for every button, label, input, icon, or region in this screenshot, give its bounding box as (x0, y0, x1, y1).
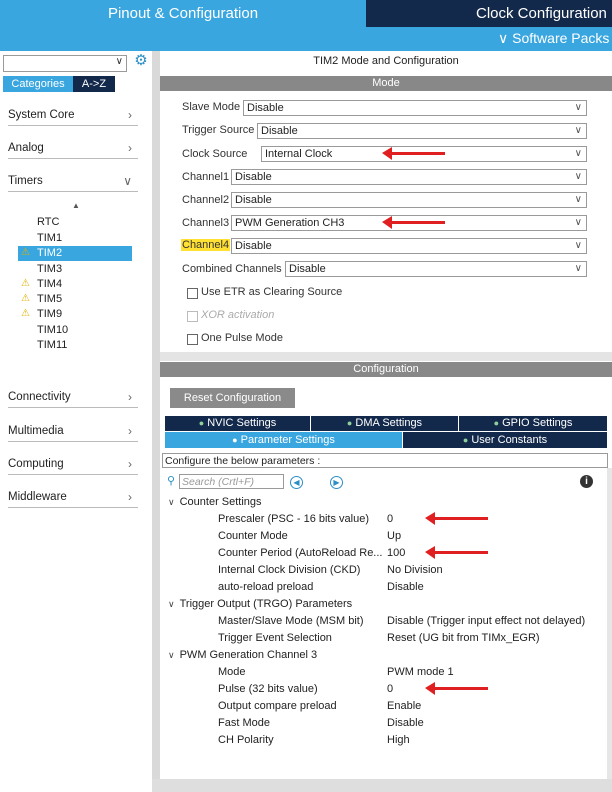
channel4-select[interactable] (231, 238, 587, 254)
category-search-input[interactable] (3, 55, 127, 72)
warning-icon: ⚠ (21, 278, 30, 289)
sort-icon[interactable]: ▲ (72, 201, 80, 210)
chevron-down-icon: ∨ (574, 194, 582, 205)
chevron-down-icon: ∨ (123, 174, 132, 188)
channel4-value: Disable (235, 240, 272, 252)
reset-configuration-button[interactable]: Reset Configuration (170, 388, 295, 408)
chevron-down-icon: ∨ (574, 125, 582, 136)
category-multimedia[interactable] (8, 421, 138, 442)
software-packs-label: Software Packs (512, 30, 610, 46)
tab-gpio-settings[interactable] (459, 416, 607, 431)
configure-hint: Configure the below parameters : (162, 453, 608, 468)
chevron-down-icon: ∨ (498, 30, 509, 46)
slave-mode-value: Disable (247, 102, 284, 114)
tab-user-constants[interactable] (403, 432, 607, 448)
channel3-label: Channel3 (182, 217, 230, 229)
chevron-down-icon: ∨ (574, 102, 582, 113)
warning-icon: ⚠ (21, 308, 30, 319)
tab-pinout-configuration[interactable] (0, 0, 366, 27)
warning-icon: ⚠ (21, 293, 30, 304)
combined-channels-select[interactable] (285, 261, 587, 277)
param-value[interactable]: Disable (387, 717, 424, 729)
timer-item-tim10[interactable]: TIM10 (37, 324, 69, 336)
parameters-scrollbar[interactable] (607, 468, 612, 779)
slave-mode-label: Slave Mode (182, 101, 241, 113)
configuration-section-header: Configuration (160, 362, 612, 377)
param-value[interactable]: Reset (UG bit from TIMx_EGR) (387, 632, 540, 644)
category-label: Timers (8, 175, 43, 187)
param-value[interactable]: 0 (387, 683, 394, 695)
category-connectivity[interactable] (8, 387, 138, 408)
chevron-down-icon: ∨ (168, 497, 175, 507)
check-circle-icon: ● (493, 418, 500, 428)
one-pulse-label: One Pulse Mode (201, 332, 283, 344)
check-circle-icon: ● (232, 435, 238, 445)
category-computing[interactable] (8, 454, 138, 475)
group-label: Counter Settings (179, 496, 262, 508)
param-name: Pulse (32 bits value) (218, 683, 318, 695)
channel3-value: PWM Generation CH3 (235, 217, 345, 229)
group-label: Trigger Output (TRGO) Parameters (179, 598, 353, 610)
left-pane (0, 51, 153, 779)
tab-a-z-label: A->Z (81, 78, 107, 90)
parameter-search-input[interactable]: Search (Crtl+F) (179, 474, 284, 489)
param-value[interactable]: Enable (387, 700, 422, 712)
selected-timer-highlight (18, 246, 132, 261)
warning-icon: ⚠ (21, 247, 30, 258)
timer-item-tim5[interactable]: TIM5 (37, 293, 63, 305)
tab-categories[interactable] (3, 76, 73, 92)
tab-label: User Constants (471, 434, 548, 446)
param-name: Internal Clock Division (CKD) (218, 564, 361, 576)
info-icon[interactable]: i (580, 475, 593, 488)
tab-label: GPIO Settings (502, 417, 573, 429)
param-name: Prescaler (PSC - 16 bits value) (218, 513, 369, 525)
annotation-arrow-icon (390, 152, 445, 155)
chevron-right-icon: › (128, 390, 132, 404)
param-value[interactable]: 100 (387, 547, 406, 559)
annotation-arrow-icon (433, 687, 488, 690)
annotation-arrow-icon (433, 551, 488, 554)
check-circle-icon: ● (346, 418, 353, 428)
param-name: Trigger Event Selection (218, 632, 332, 644)
left-pane-scrollbar[interactable] (152, 51, 160, 779)
category-label: Middleware (8, 491, 67, 503)
check-circle-icon: ● (198, 418, 205, 428)
param-name: Counter Period (AutoReload Re... (218, 547, 383, 559)
chevron-right-icon: › (128, 457, 132, 471)
category-label: Computing (8, 458, 64, 470)
use-etr-label: Use ETR as Clearing Source (201, 286, 343, 298)
chevron-down-icon[interactable]: ∨ (115, 56, 123, 67)
param-name: Mode (218, 666, 246, 678)
gear-icon[interactable]: ⚙ (134, 52, 148, 69)
param-name: CH Polarity (218, 734, 274, 746)
chevron-right-icon: › (128, 424, 132, 438)
param-value[interactable]: Disable (Trigger input effect not delayed) (387, 615, 586, 627)
category-middleware[interactable] (8, 487, 138, 508)
param-value[interactable]: PWM mode 1 (387, 666, 454, 678)
panel-title: TIM2 Mode and Configuration (313, 55, 459, 67)
tab-nvic-settings[interactable] (165, 416, 310, 431)
tab-pinout-label: Pinout & Configuration (107, 5, 259, 22)
timer-item-tim4[interactable]: TIM4 (37, 278, 63, 290)
chevron-right-icon: › (128, 108, 132, 122)
timer-item-tim1[interactable]: TIM1 (37, 232, 63, 244)
tab-a-z[interactable] (73, 76, 115, 92)
trigger-source-label: Trigger Source (182, 124, 255, 136)
param-name: auto-reload preload (218, 581, 314, 593)
channel2-label: Channel2 (182, 194, 230, 206)
param-name: Fast Mode (218, 717, 270, 729)
sub-header-bar (0, 27, 612, 51)
channel2-value: Disable (235, 194, 272, 206)
channel1-label: Channel1 (182, 171, 230, 183)
group-label: PWM Generation Channel 3 (179, 649, 318, 661)
search-icon: ⚲ (167, 475, 176, 487)
annotation-arrow-icon (390, 221, 445, 224)
combined-channels-value: Disable (289, 263, 326, 275)
chevron-down-icon: ∨ (574, 240, 582, 251)
chevron-right-icon: › (128, 490, 132, 504)
timer-item-rtc[interactable]: RTC (37, 216, 60, 228)
category-label: Multimedia (8, 425, 64, 437)
param-name: Counter Mode (218, 530, 288, 542)
timer-item-tim3[interactable]: TIM3 (37, 263, 63, 275)
channel2-select[interactable] (231, 192, 587, 208)
chevron-down-icon: ∨ (574, 217, 582, 228)
chevron-down-icon: ∨ (574, 263, 582, 274)
timer-item-tim9[interactable]: TIM9 (37, 308, 63, 320)
previous-result-icon[interactable]: ◀ (290, 476, 303, 489)
horizontal-scrollbar[interactable] (152, 779, 612, 792)
param-name: Output compare preload (218, 700, 337, 712)
mode-section-header: Mode (160, 76, 612, 91)
timer-item-tim2[interactable]: TIM2 (37, 247, 63, 259)
timer-item-tim11[interactable]: TIM11 (37, 339, 68, 351)
chevron-down-icon: ∨ (168, 650, 175, 660)
xor-activation-label: XOR activation (201, 309, 275, 321)
param-value[interactable]: High (387, 734, 410, 746)
category-timers[interactable] (8, 171, 138, 192)
annotation-arrow-icon (433, 517, 488, 520)
check-circle-icon: ● (462, 435, 469, 445)
tab-label: DMA Settings (355, 417, 423, 429)
trigger-source-select[interactable] (257, 123, 587, 139)
next-result-icon[interactable]: ▶ (330, 476, 343, 489)
tab-clock-configuration[interactable] (366, 0, 612, 27)
clock-source-label: Clock Source (182, 148, 248, 160)
use-etr-checkbox[interactable] (187, 288, 198, 299)
group-trigger-output[interactable] (168, 598, 352, 610)
group-counter-settings[interactable] (168, 496, 262, 508)
param-value[interactable]: Disable (387, 581, 424, 593)
xor-activation-checkbox[interactable] (187, 311, 198, 322)
chevron-down-icon: ∨ (574, 148, 582, 159)
param-value[interactable]: No Division (387, 564, 443, 576)
param-value[interactable]: 0 (387, 513, 394, 525)
software-packs-menu[interactable] (498, 30, 609, 47)
clock-source-value: Internal Clock (265, 148, 333, 160)
tab-dma-settings[interactable] (311, 416, 458, 431)
category-analog[interactable] (8, 138, 138, 159)
chevron-down-icon: ∨ (168, 599, 175, 609)
trigger-source-value: Disable (261, 125, 298, 137)
tab-clock-label: Clock Configuration (476, 5, 607, 22)
pane-splitter[interactable] (160, 352, 612, 361)
chevron-right-icon: › (128, 141, 132, 155)
chevron-down-icon: ∨ (574, 171, 582, 182)
category-system-core[interactable] (8, 105, 138, 126)
category-label: Connectivity (8, 391, 71, 403)
category-label: System Core (8, 109, 75, 121)
param-name: Master/Slave Mode (MSM bit) (218, 615, 364, 627)
tab-label: Parameter Settings (240, 434, 335, 446)
channel1-select[interactable] (231, 169, 587, 185)
slave-mode-select[interactable] (243, 100, 587, 116)
category-label: Analog (8, 142, 44, 154)
channel4-label: Channel4 (182, 239, 230, 251)
group-pwm-channel3[interactable] (168, 649, 317, 661)
one-pulse-checkbox[interactable] (187, 334, 198, 345)
combined-channels-label: Combined Channels (182, 263, 282, 275)
param-value[interactable]: Up (387, 530, 402, 542)
tab-categories-label: Categories (11, 78, 65, 90)
channel1-value: Disable (235, 171, 272, 183)
tab-label: NVIC Settings (207, 417, 277, 429)
tab-parameter-settings[interactable] (165, 432, 402, 448)
